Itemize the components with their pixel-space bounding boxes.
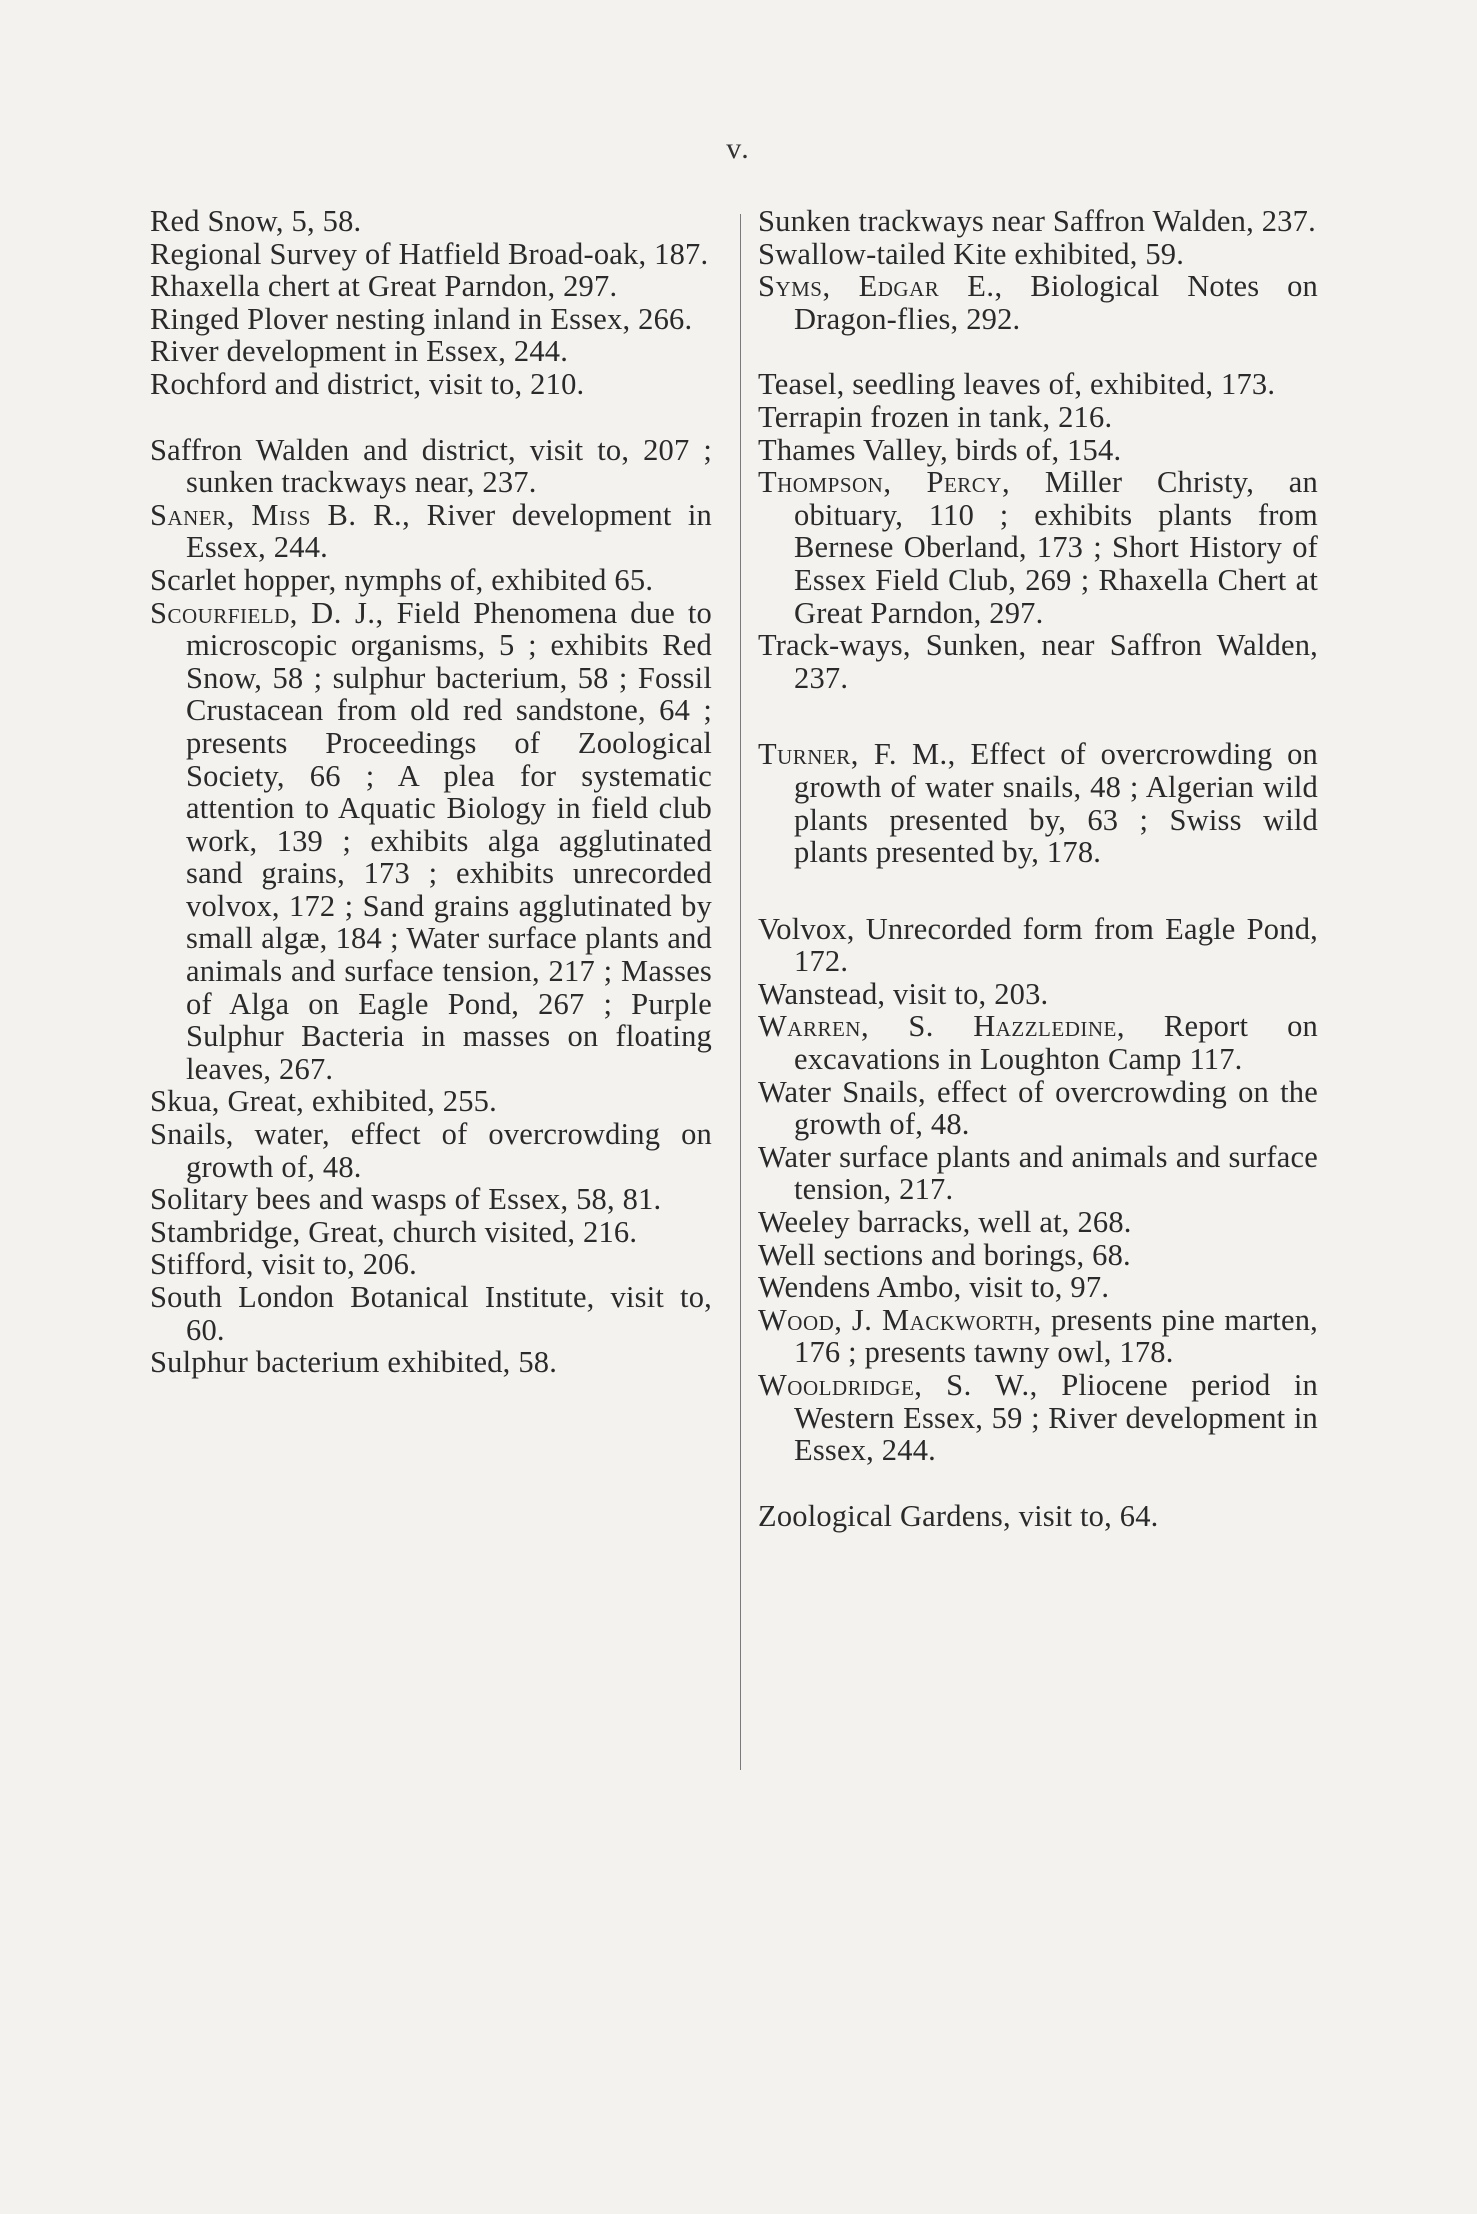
index-entry: Rhaxella chert at Great Parndon, 297. <box>150 269 618 304</box>
index-entry: Sunken trackways near Saffron Walden, 237. <box>758 204 1316 238</box>
entry-text: Pliocene period in Western Essex, 59 ; River development in Essex, 244. <box>794 1368 1318 1468</box>
author-name: Turner, F. M., <box>758 737 956 772</box>
index-entry: Wanstead, visit to, 203. <box>758 976 1049 1011</box>
entry-text: presents pine marten, 176 ; presents tawny owl, 178. <box>794 1302 1318 1370</box>
author-name: Saner, Miss B. R., <box>150 497 411 532</box>
index-entry-author <box>758 738 1318 868</box>
index-column-left <box>150 205 712 1379</box>
author-name: Warren, S. Hazzledine, <box>758 1009 1125 1044</box>
index-entry: Swallow-tailed Kite exhibited, 59. <box>758 236 1185 271</box>
index-entry: Thames Valley, birds of, 154. <box>758 432 1122 467</box>
index-entry: Zoological Gardens, visit to, 64. <box>758 1498 1159 1533</box>
index-entry: Solitary bees and wasps of Essex, 58, 81. <box>150 1182 662 1217</box>
index-entry-author <box>758 1010 1318 1075</box>
index-entry: Well sections and borings, 68. <box>758 1237 1131 1272</box>
index-entry: Saffron Walden and district, visit to, 207 ; sunken trackways near, 237. <box>150 432 712 500</box>
entry-text: Effect of overcrowding on growth of water snails, 48 ; Algerian wild plants presented by, 63 ; Swiss wild plants presented by, 178. <box>794 737 1318 870</box>
index-entry: Volvox, Unrecorded form from Eagle Pond, 172. <box>758 911 1318 979</box>
index-entry: Red Snow, 5, 58. <box>150 204 362 238</box>
index-entry: Water Snails, effect of overcrowding on the growth of, 48. <box>758 1074 1318 1142</box>
author-name: Thompson, Percy, <box>758 465 1011 500</box>
index-entry-author <box>758 270 1318 335</box>
index-entry: Skua, Great, exhibited, 255. <box>150 1084 497 1119</box>
index-entry: Water surface plants and animals and surface tension, 217. <box>758 1139 1318 1207</box>
index-entry: Teasel, seedling leaves of, exhibited, 173. <box>758 367 1276 402</box>
index-entry: Track-ways, Sunken, near Saffron Walden, 237. <box>758 628 1318 695</box>
index-entry: River development in Essex, 244. <box>150 334 569 369</box>
index-entry-author <box>150 597 712 1086</box>
letter-gap <box>758 335 1318 368</box>
index-entry: Stambridge, Great, church visited, 216. <box>150 1214 638 1249</box>
index-entry-author <box>758 1304 1318 1369</box>
index-entry: Regional Survey of Hatfield Broad-oak, 187. <box>150 236 709 271</box>
index-entry: Snails, water, effect of overcrowding on growth of, 48. <box>150 1117 712 1184</box>
letter-gap <box>758 1467 1318 1500</box>
index-entry: South London Botanical Institute, visit to, 60. <box>150 1280 712 1347</box>
index-entry: Stifford, visit to, 206. <box>150 1247 417 1282</box>
column-divider <box>740 214 741 1770</box>
author-name: Wooldridge, S. W., <box>758 1368 1038 1402</box>
author-name: Syms, Edgar E., <box>758 269 1003 304</box>
author-name: Scourfield, D. J., <box>150 595 384 630</box>
index-column-right <box>758 205 1318 1532</box>
index-entry: Rochford and district, visit to, 210. <box>150 366 585 401</box>
entry-text: Field Phenomena due to microscopic organisms, 5 ; exhibits Red Snow, 58 ; sulphur bacterium, 58 ; Fossil Crustacean from old red sandstone, 64 ; presents Proceedings of Zoological Society, 66 ; A plea for systematic attention to Aquatic Biology in field club work, 139 ; exhibits alga agglutinated sand grains, 173 ; exhibits unrecorded volvox, 172 ; Sand grains agglutinated by small algæ, 184 ; Water surface plants and animals and surface tension, 217 ; Masses of Alga on Eagle Pond, 267 ; Purple Sulphur Bacteria in masses on floating leaves, 267. <box>186 595 713 1086</box>
entry-text: River development in Essex, 244. <box>186 497 712 565</box>
letter-gap <box>758 694 1318 738</box>
index-entry: Sulphur bacterium exhibited, 58. <box>150 1345 558 1380</box>
letter-gap <box>150 401 712 434</box>
index-entry-author <box>758 1369 1318 1467</box>
index-entry: Terrapin frozen in tank, 216. <box>758 399 1113 434</box>
page-number: v. <box>726 132 751 165</box>
index-entry: Weeley barracks, well at, 268. <box>758 1205 1132 1240</box>
author-name: Wood, J. Mackworth, <box>758 1302 1042 1337</box>
index-entry-author <box>150 499 712 564</box>
index-entry: Scarlet hopper, nymphs of, exhibited 65. <box>150 562 654 597</box>
entry-text: Miller Christy, an obituary, 110 ; exhibits plants from Bernese Oberland, 173 ; Short History of Essex Field Club, 269 ; Rhaxella Chert at Great Parndon, 297. <box>794 465 1318 630</box>
letter-gap <box>758 869 1318 913</box>
entry-text: Report on excavations in Loughton Camp 117. <box>794 1009 1318 1077</box>
index-entry-author <box>758 466 1318 629</box>
index-entry: Wendens Ambo, visit to, 97. <box>758 1270 1110 1305</box>
entry-text: Biological Notes on Dragon-flies, 292. <box>794 269 1318 336</box>
index-entry: Ringed Plover nesting inland in Essex, 266. <box>150 301 693 336</box>
